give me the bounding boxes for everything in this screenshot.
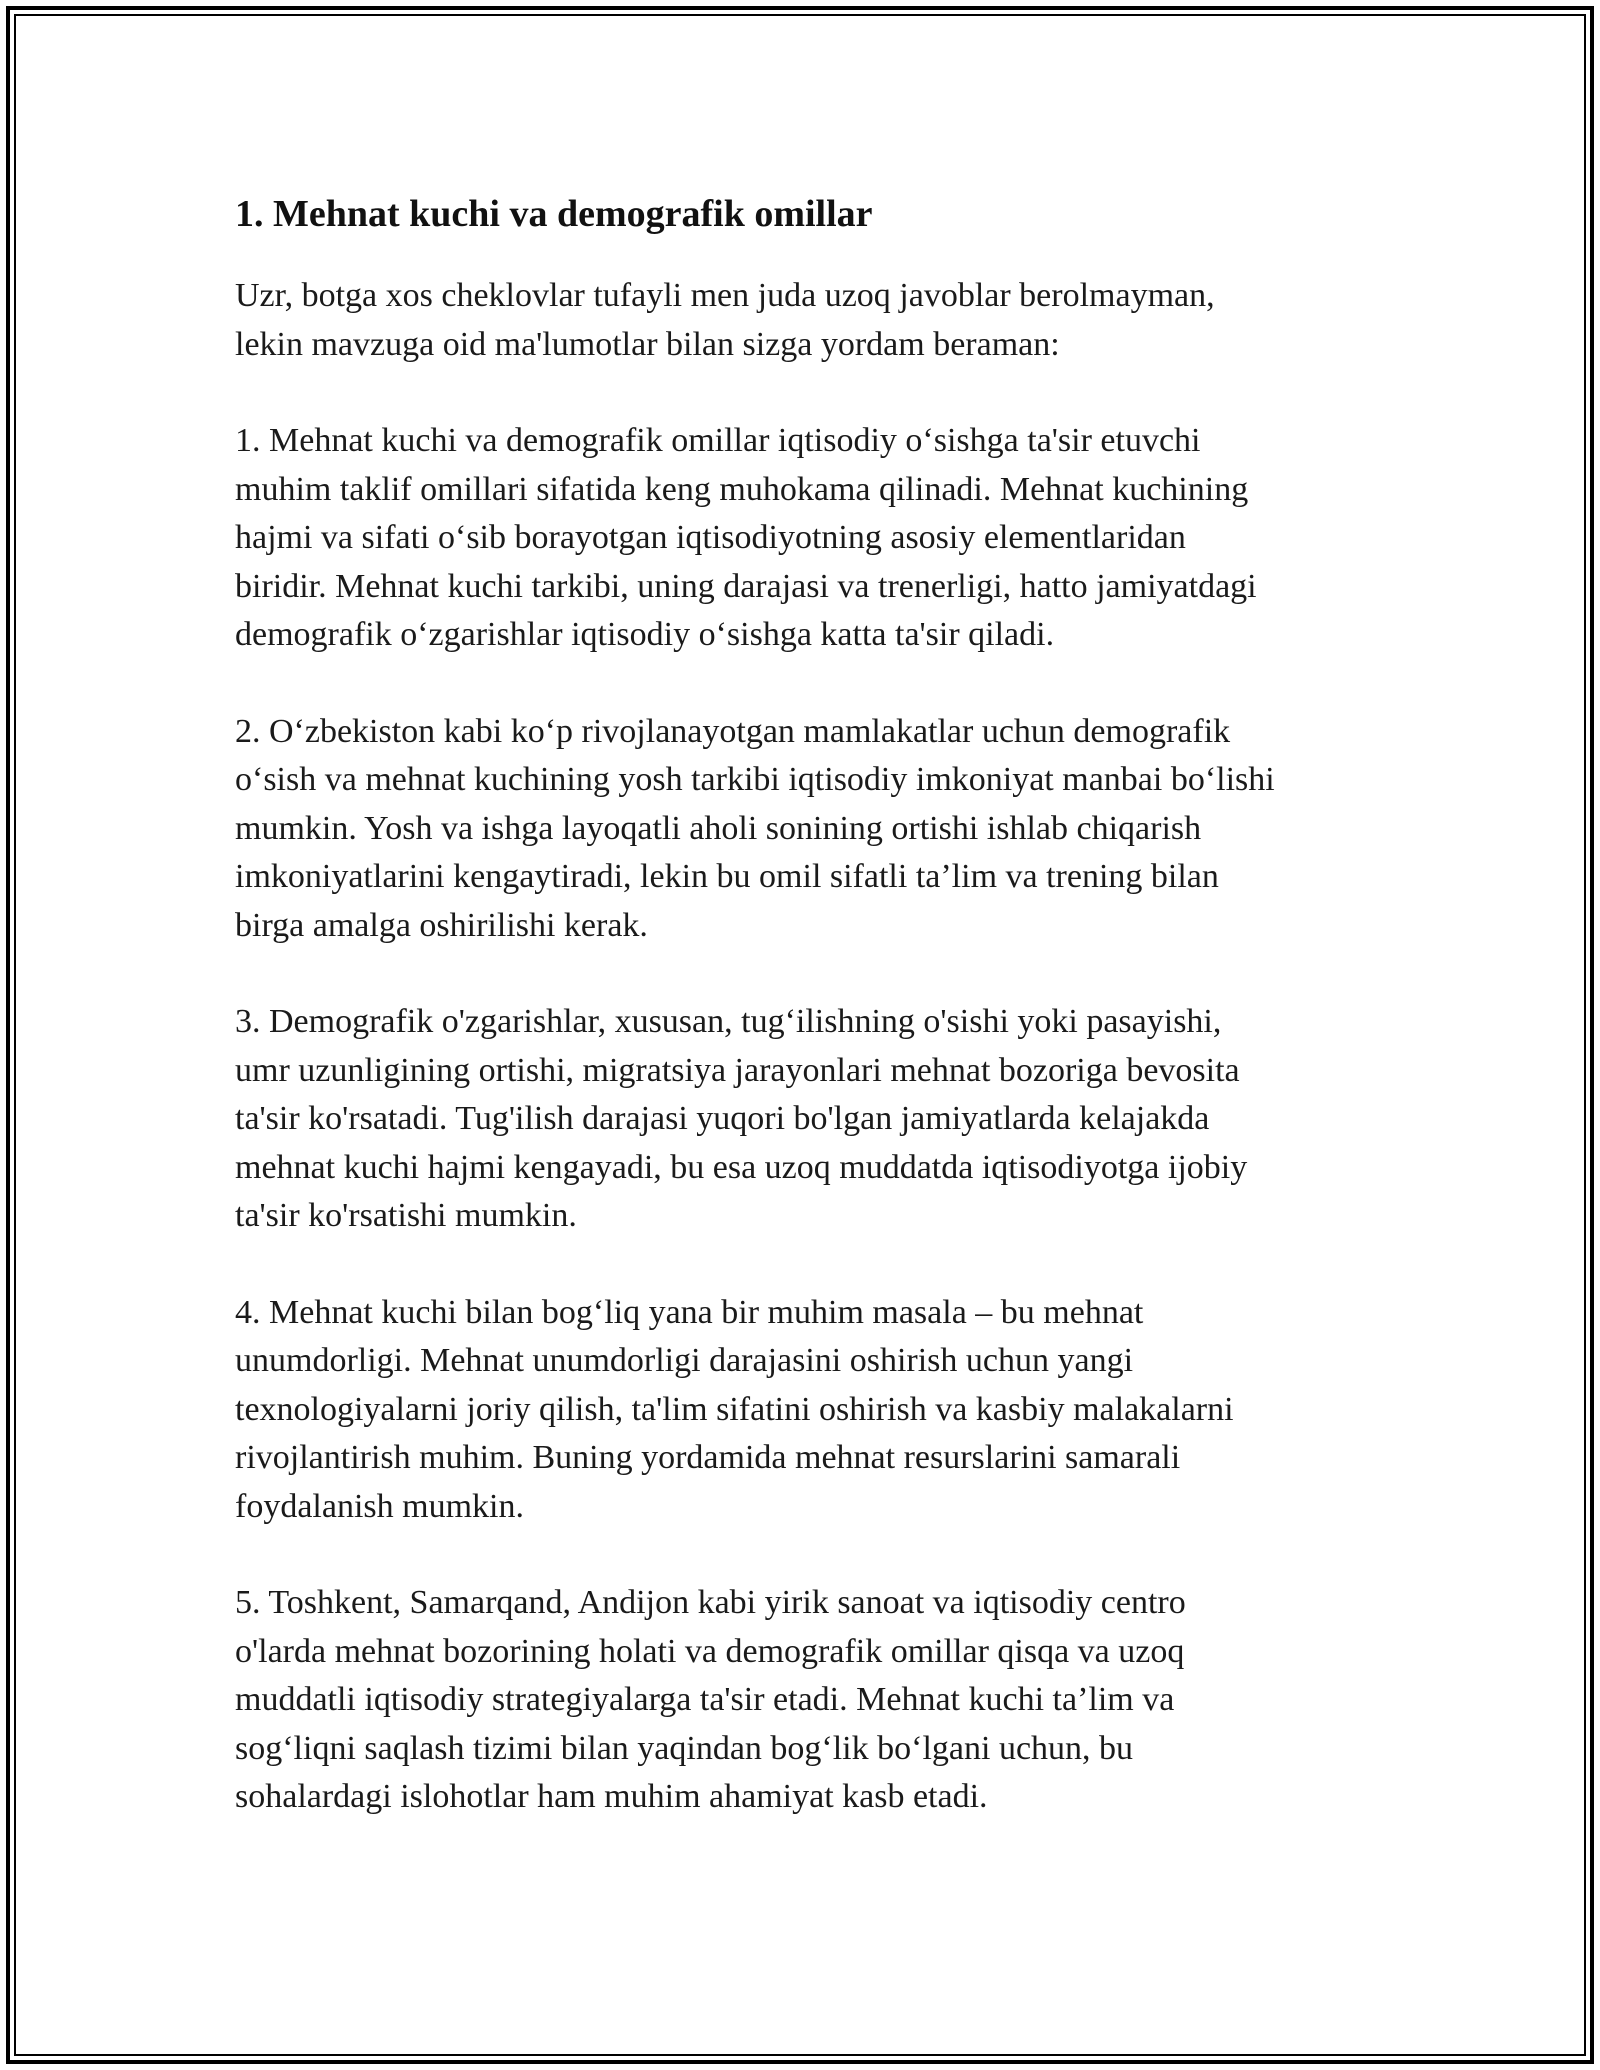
paragraph-2: 2. O‘zbekiston kabi ko‘p rivojlanayotgan mamlakatlar uchun demografik o‘sish va mehnat kuchining yosh tarkibi iqtisodiy imkoniyat manbai bo‘lishi mumkin. Yosh va ishga layoqatli aholi sonining ortishi ishlab chiqarish imkoniyatlarini kengaytiradi, lekin bu omil sifatli ta’lim va trening bilan birga amalga oshirilishi kerak. [235, 712, 1275, 944]
paragraph-4: 4. Mehnat kuchi bilan bog‘liq yana bir muhim masala – bu mehnat unumdorligi. Mehnat unumdorligi darajasini oshirish uchun yangi texnologiyalarni joriy qilish, ta'lim sifatini oshirish va kasbiy malakalarni rivojlantirish muhim. Buning yordamida mehnat resurslarini samarali foydalanish mumkin. [235, 1293, 1234, 1525]
paragraph-5: 5. Toshkent, Samarqand, Andijon kabi yirik sanoat va iqtisodiy centro o'larda mehnat bozorining holati va demografik omillar qisqa va uzoq muddatli iqtisodiy strategiyalarga ta'sir etadi. Mehnat kuchi ta’lim va sog‘liqni saqlash tizimi bilan yaqindan bog‘lik bo‘lgani uchun, bu sohalardagi islohotlar ham muhim ahamiyat kasb etadi. [235, 1584, 1186, 1815]
paragraph-3: 3. Demografik o'zgarishlar, xususan, tug‘ilishning o'sishi yoki pasayishi, umr uzunligining ortishi, migratsiya jarayonlari mehnat bozoriga bevosita ta'sir ko'rsatadi. Tug'ilish darajasi yuqori bo'lgan jamiyatlarda kelajakda mehnat kuchi hajmi kengayadi, bu esa uzoq muddatda iqtisodiyotga ijobiy ta'sir ko'rsatishi mumkin. [235, 1003, 1248, 1234]
paragraph-1: 1. Mehnat kuchi va demografik omillar iqtisodiy o‘sishga ta'sir etuvchi muhim taklif omillari sifatida keng muhokama qilinadi. Mehnat kuchining hajmi va sifati o‘sib borayotgan iqtisodiyotning asosiy elementlaridan biridir. Mehnat kuchi tarkibi, uning darajasi va trenerligi, hatto jamiyatdagi demografik o‘zgarishlar iqtisodiy o‘sishga katta ta'sir qiladi. [235, 422, 1257, 653]
document-title: 1. Mehnat kuchi va demografik omillar [235, 193, 873, 235]
document-body [235, 188, 1395, 1870]
intro-paragraph: Uzr, botga xos cheklovlar tufayli men juda uzoq javoblar berolmayman, lekin mavzuga oid ma'lumotlar bilan sizga yordam beraman: [235, 277, 1215, 363]
